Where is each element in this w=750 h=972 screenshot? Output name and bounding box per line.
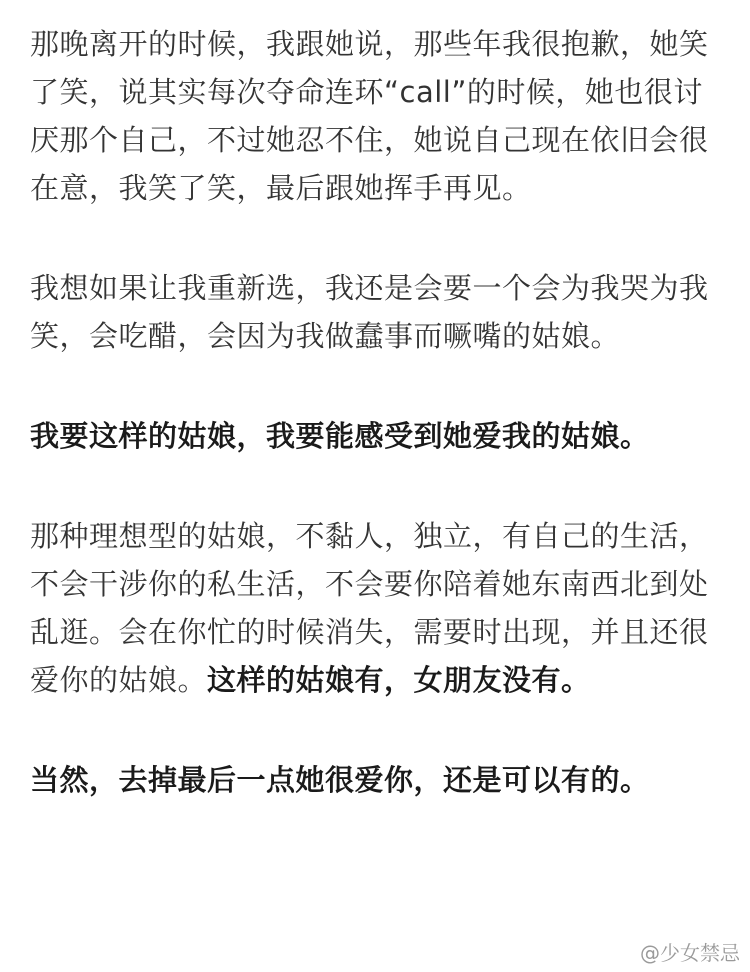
paragraph-4-bold: 这样的姑娘有，女朋友没有。 bbox=[207, 663, 591, 697]
weibo-watermark: @少女禁忌 bbox=[640, 941, 740, 965]
paragraph-2: 我想如果让我重新选，我还是会要一个会为我哭为我笑，会吃醋，会因为我做蠢事而噘嘴的姑娘。 bbox=[30, 271, 709, 353]
paragraph-4 bbox=[30, 512, 730, 704]
paragraph-1: 那晚离开的时候，我跟她说，那些年我很抱歉，她笑了笑，说其实每次夺命连环“call”的时候，她也很讨厌那个自己，不过她忍不住，她说自己现在依旧会很在意，我笑了笑，最后跟她挥手再见。 bbox=[30, 27, 709, 205]
article-body bbox=[30, 20, 730, 804]
paragraph-3-bold: 我要这样的姑娘，我要能感受到她爱我的姑娘。 bbox=[30, 419, 650, 453]
paragraph-5-bold: 当然，去掉最后一点她很爱你，还是可以有的。 bbox=[30, 763, 650, 797]
paragraph-4-plain: 那种理想型的姑娘，不黏人，独立，有自己的生活，不会干涉你的私生活，不会要你陪着她东南西北到处乱逛。会在你忙的时候消失，需要时出现，并且还很爱你的姑娘。 bbox=[30, 519, 709, 697]
